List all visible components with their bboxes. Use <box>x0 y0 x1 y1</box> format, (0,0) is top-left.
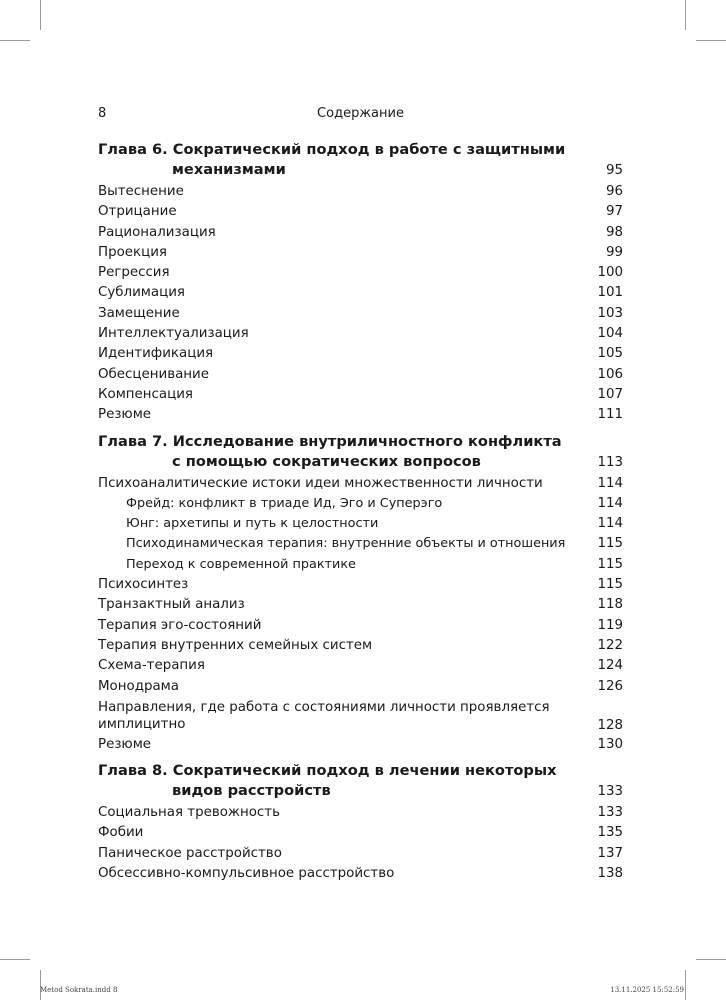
toc-entry[interactable] <box>98 324 623 344</box>
entry-label: Фрейд: конфликт в триаде Ид, Эго и Суперэго <box>126 495 443 511</box>
entry-label: Терапия эго-состояний <box>98 617 262 633</box>
entry-page: 128 <box>597 717 623 733</box>
entry-label: Отрицание <box>98 204 177 220</box>
toc-entry[interactable] <box>98 803 623 823</box>
toc-entry[interactable] <box>98 677 623 697</box>
toc-entry[interactable] <box>98 656 623 676</box>
entry-label: Транзактный анализ <box>98 597 245 613</box>
entry-label: Социальная тревожность <box>98 805 280 821</box>
entry-label: Замещение <box>98 305 180 321</box>
toc-entry[interactable] <box>98 823 623 843</box>
chapter-title-line2: видов расстройств <box>172 782 331 800</box>
entry-page: 107 <box>597 386 623 402</box>
chapter-page-number: 113 <box>597 454 623 470</box>
toc-entries <box>98 474 623 756</box>
entry-label: Монодрама <box>98 678 179 694</box>
chapter-title-line1: Глава 8. Сократический подход в лечении некоторых <box>98 762 557 780</box>
toc-entry[interactable] <box>98 735 623 755</box>
entry-page: 122 <box>597 637 623 653</box>
toc-entries <box>98 803 623 884</box>
entry-label: Психоаналитические истоки идеи множественности личности <box>98 475 543 491</box>
entry-page: 97 <box>605 204 623 220</box>
entry-page: 100 <box>597 265 623 281</box>
toc-entry[interactable] <box>98 474 623 494</box>
crop-mark <box>685 970 686 1000</box>
chapter-page-number: 133 <box>597 784 623 800</box>
entry-label: Резюме <box>98 407 152 423</box>
toc-entry[interactable] <box>98 344 623 364</box>
entry-label: Резюме <box>98 736 152 752</box>
toc-entry[interactable] <box>98 283 623 303</box>
entry-page: 114 <box>597 516 623 532</box>
entry-page: 114 <box>597 475 623 491</box>
entry-page: 98 <box>605 224 623 240</box>
chapter-title-line2: с помощью сократических вопросов <box>172 452 481 470</box>
chapter-title-line1: Глава 6. Сократический подход в работе с защитными <box>98 141 566 158</box>
toc-entry[interactable] <box>98 243 623 263</box>
entry-label: Терапия внутренних семейных систем <box>98 637 373 653</box>
entry-label: Интеллектуализация <box>98 326 249 342</box>
entry-label: Сублимация <box>98 285 185 301</box>
toc-subentry[interactable] <box>98 555 623 575</box>
entry-label: Направления, где работа с состояниями личности проявляется имплицитно <box>98 699 550 732</box>
crop-mark <box>685 0 686 30</box>
toc-subentry[interactable] <box>98 514 623 534</box>
entry-page: 104 <box>597 326 623 342</box>
toc-entry[interactable] <box>98 263 623 283</box>
toc-entry[interactable] <box>98 697 623 735</box>
entry-label: Идентификация <box>98 346 214 362</box>
entry-page: 118 <box>597 597 623 613</box>
entry-page: 99 <box>605 244 623 260</box>
entry-label: Обесценивание <box>98 366 210 382</box>
chapter-heading[interactable] <box>98 761 623 801</box>
entry-label: Юнг: архетипы и путь к целостности <box>126 516 379 532</box>
toc-entry[interactable] <box>98 636 623 656</box>
toc-entry[interactable] <box>98 182 623 202</box>
chapter-heading[interactable] <box>98 432 623 472</box>
toc-entry[interactable] <box>98 304 623 324</box>
running-head <box>98 104 623 124</box>
entry-label: Рационализация <box>98 224 216 240</box>
toc-entries <box>98 182 623 426</box>
entry-page: 115 <box>597 536 623 552</box>
crop-mark <box>0 959 30 960</box>
entry-page: 119 <box>597 617 623 633</box>
toc-subentry[interactable] <box>98 534 623 554</box>
slug-filename: Metod Sokrata.indd 8 <box>40 986 118 994</box>
chapter-page-number: 95 <box>605 163 623 178</box>
page-title: Содержание <box>317 106 404 121</box>
toc-entry[interactable] <box>98 365 623 385</box>
entry-label: Переход к современной практике <box>126 556 356 572</box>
entry-page: 133 <box>597 805 623 821</box>
toc-entry[interactable] <box>98 223 623 243</box>
entry-label: Фобии <box>98 825 144 841</box>
entry-label: Проекция <box>98 244 167 260</box>
entry-page: 103 <box>597 305 623 321</box>
crop-mark <box>696 40 726 41</box>
entry-page: 115 <box>597 556 623 572</box>
page-number: 8 <box>98 106 107 121</box>
entry-label: Регрессия <box>98 265 170 281</box>
entry-label: Психосинтез <box>98 577 189 593</box>
entry-page: 105 <box>597 346 623 362</box>
chapter-heading[interactable] <box>98 140 623 180</box>
crop-mark <box>40 0 41 30</box>
entry-page: 130 <box>597 736 623 752</box>
crop-mark <box>696 959 726 960</box>
toc-entry[interactable] <box>98 575 623 595</box>
chapter-title-line1: Глава 7. Исследование внутриличностного конфликта <box>98 432 562 450</box>
toc-entry[interactable] <box>98 864 623 884</box>
entry-page: 124 <box>597 658 623 674</box>
entry-page: 106 <box>597 366 623 382</box>
entry-label: Схема-терапия <box>98 658 205 674</box>
entry-label: Компенсация <box>98 386 193 402</box>
toc-entry[interactable] <box>98 385 623 405</box>
toc-entry[interactable] <box>98 595 623 615</box>
entry-page: 135 <box>597 825 623 841</box>
entry-page: 114 <box>597 495 623 511</box>
toc-page <box>98 104 623 884</box>
entry-label: Вытеснение <box>98 184 184 199</box>
crop-mark <box>40 970 41 1000</box>
entry-page: 126 <box>597 678 623 694</box>
entry-page: 96 <box>605 184 623 199</box>
entry-page: 137 <box>597 845 623 861</box>
entry-label: Обсессивно-компульсивное расстройство <box>98 866 395 882</box>
chapter-title-line2: механизмами <box>172 161 286 178</box>
entry-page: 138 <box>597 866 623 882</box>
entry-label: Психодинамическая терапия: внутренние объекты и отношения <box>126 536 566 552</box>
entry-page: 115 <box>597 577 623 593</box>
toc-subentry[interactable] <box>98 494 623 514</box>
toc-entry[interactable] <box>98 405 623 425</box>
crop-mark <box>0 40 30 41</box>
toc-entry[interactable] <box>98 202 623 222</box>
toc-entry[interactable] <box>98 616 623 636</box>
toc-entry[interactable] <box>98 844 623 864</box>
entry-page: 111 <box>597 407 623 423</box>
slug-datetime: 13.11.2025 15:52:59 <box>610 986 684 994</box>
entry-label: Паническое расстройство <box>98 845 282 861</box>
entry-page: 101 <box>597 285 623 301</box>
